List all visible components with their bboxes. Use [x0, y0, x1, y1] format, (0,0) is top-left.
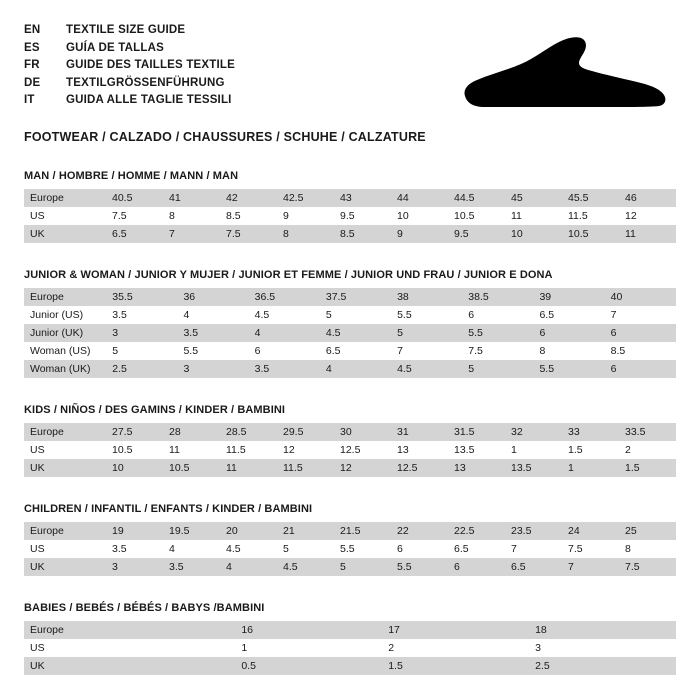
size-table-babies [24, 621, 676, 675]
cell: 2.5 [106, 360, 177, 378]
cell: 8.5 [605, 342, 676, 360]
shoe-illustration [440, 22, 676, 114]
cell: 10.5 [163, 459, 220, 477]
row-label: Woman (UK) [24, 360, 106, 378]
cell: 43 [334, 189, 391, 207]
cell: 8.5 [334, 225, 391, 243]
cell: 6 [448, 558, 505, 576]
row-label: US [24, 639, 235, 657]
cell: 7 [605, 306, 676, 324]
table-row [24, 459, 676, 477]
cell: 36.5 [249, 288, 320, 306]
title-row [24, 57, 235, 75]
cell: 6.5 [533, 306, 604, 324]
cell: 4 [163, 540, 220, 558]
cell: 7 [562, 558, 619, 576]
cell: 5 [106, 342, 177, 360]
cell: 11 [619, 225, 676, 243]
cell: 40.5 [106, 189, 163, 207]
cell: 23.5 [505, 522, 562, 540]
table-row [24, 441, 676, 459]
title-text: GUIDA ALLE TAGLIE TESSILI [66, 94, 232, 106]
cell: 22 [391, 522, 448, 540]
cell: 3 [106, 324, 177, 342]
table-row [24, 207, 676, 225]
cell: 1 [505, 441, 562, 459]
cell: 7.5 [462, 342, 533, 360]
cell: 28 [163, 423, 220, 441]
cell: 8 [619, 540, 676, 558]
cell: 32 [505, 423, 562, 441]
cell: 10.5 [106, 441, 163, 459]
cell: 6 [605, 360, 676, 378]
cell: 33 [562, 423, 619, 441]
cell: 10 [391, 207, 448, 225]
cell: 45.5 [562, 189, 619, 207]
cell: 10.5 [448, 207, 505, 225]
title-row [24, 75, 235, 93]
cell: 10 [106, 459, 163, 477]
cell: 4.5 [249, 306, 320, 324]
row-label: UK [24, 459, 106, 477]
row-label: Europe [24, 423, 106, 441]
cell: 2.5 [529, 657, 676, 675]
cell: 17 [382, 621, 529, 639]
cell: 3 [529, 639, 676, 657]
cell: 31 [391, 423, 448, 441]
dress-shoe-icon [455, 34, 670, 114]
cell: 12 [277, 441, 334, 459]
cell: 13.5 [505, 459, 562, 477]
cell: 4.5 [277, 558, 334, 576]
cell: 6 [391, 540, 448, 558]
cell: 9 [391, 225, 448, 243]
section-title: CHILDREN / INFANTIL / ENFANTS / KINDER / BAMBINI [24, 503, 313, 515]
cell: 7 [163, 225, 220, 243]
cell: 4 [220, 558, 277, 576]
row-label: UK [24, 225, 106, 243]
cell: 7 [505, 540, 562, 558]
cell: 4 [249, 324, 320, 342]
cell: 5 [277, 540, 334, 558]
cell: 9 [277, 207, 334, 225]
cell: 3 [177, 360, 248, 378]
cell: 10.5 [562, 225, 619, 243]
section-title: BABIES / BEBÉS / BÉBÉS / BABYS /BAMBINI [24, 602, 265, 614]
cell: 12 [334, 459, 391, 477]
cell: 6 [605, 324, 676, 342]
table-row [24, 189, 676, 207]
title-text: GUIDE DES TAILLES TEXTILE [66, 59, 235, 71]
cell: 8 [533, 342, 604, 360]
cell: 44 [391, 189, 448, 207]
cell: 5.5 [391, 306, 462, 324]
table-row [24, 360, 676, 378]
cell: 8 [163, 207, 220, 225]
title-text: GUÍA DE TALLAS [66, 41, 164, 54]
cell: 4 [177, 306, 248, 324]
cell: 36 [177, 288, 248, 306]
cell: 4.5 [320, 324, 391, 342]
table-row [24, 288, 676, 306]
table-row [24, 423, 676, 441]
table-row [24, 225, 676, 243]
cell: 5 [334, 558, 391, 576]
cell: 45 [505, 189, 562, 207]
cell: 40 [605, 288, 676, 306]
cell: 11 [163, 441, 220, 459]
section-kids [24, 404, 676, 477]
title-row [24, 92, 235, 110]
cell: 11 [220, 459, 277, 477]
cell: 8 [277, 225, 334, 243]
section-title: JUNIOR & WOMAN / JUNIOR Y MUJER / JUNIOR ET FEMME / JUNIOR UND FRAU / JUNIOR E DONA [24, 269, 553, 281]
section-children [24, 503, 676, 576]
cell: 9.5 [448, 225, 505, 243]
cell: 1.5 [619, 459, 676, 477]
document-header [24, 22, 676, 114]
cell: 42 [220, 189, 277, 207]
section-junior-woman [24, 269, 676, 378]
row-label: Junior (US) [24, 306, 106, 324]
cell: 21.5 [334, 522, 391, 540]
title-language-list [24, 22, 235, 110]
cell: 4.5 [391, 360, 462, 378]
language-code: EN [24, 24, 41, 36]
cell: 7 [391, 342, 462, 360]
row-label: Woman (US) [24, 342, 106, 360]
cell: 4.5 [220, 540, 277, 558]
cell: 6.5 [448, 540, 505, 558]
cell: 5.5 [177, 342, 248, 360]
cell: 3.5 [249, 360, 320, 378]
cell: 5.5 [334, 540, 391, 558]
title-text: TEXTILE SIZE GUIDE [66, 24, 186, 36]
table-row [24, 558, 676, 576]
cell: 42.5 [277, 189, 334, 207]
row-label: US [24, 441, 106, 459]
cell: 3.5 [106, 540, 163, 558]
row-label: Europe [24, 189, 106, 207]
size-table-junior-woman [24, 288, 676, 378]
category-heading: FOOTWEAR / CALZADO / CHAUSSURES / SCHUHE / CALZATURE [24, 130, 426, 144]
cell: 6 [462, 306, 533, 324]
cell: 2 [619, 441, 676, 459]
cell: 31.5 [448, 423, 505, 441]
cell: 7.5 [562, 540, 619, 558]
table-row [24, 324, 676, 342]
section-babies [24, 602, 676, 675]
cell: 13 [391, 441, 448, 459]
language-code: ES [24, 41, 40, 54]
table-row [24, 621, 676, 639]
cell: 13 [448, 459, 505, 477]
cell: 29.5 [277, 423, 334, 441]
row-label: Europe [24, 288, 106, 306]
row-label: Junior (UK) [24, 324, 106, 342]
cell: 3.5 [163, 558, 220, 576]
cell: 38.5 [462, 288, 533, 306]
table-row [24, 657, 676, 675]
cell: 0.5 [235, 657, 382, 675]
cell: 11 [505, 207, 562, 225]
cell: 10 [505, 225, 562, 243]
section-title: MAN / HOMBRE / HOMME / MANN / MAN [24, 170, 239, 182]
cell: 12.5 [334, 441, 391, 459]
cell: 35.5 [106, 288, 177, 306]
row-label: UK [24, 657, 235, 675]
cell: 5.5 [533, 360, 604, 378]
cell: 9.5 [334, 207, 391, 225]
cell: 2 [382, 639, 529, 657]
section-title: KIDS / NIÑOS / DES GAMINS / KINDER / BAMBINI [24, 404, 286, 416]
table-row [24, 306, 676, 324]
cell: 33.5 [619, 423, 676, 441]
cell: 38 [391, 288, 462, 306]
title-row [24, 22, 235, 40]
cell: 1.5 [382, 657, 529, 675]
cell: 6.5 [320, 342, 391, 360]
table-row [24, 540, 676, 558]
cell: 12.5 [391, 459, 448, 477]
cell: 25 [619, 522, 676, 540]
cell: 19.5 [163, 522, 220, 540]
cell: 7.5 [619, 558, 676, 576]
section-man [24, 170, 676, 243]
cell: 46 [619, 189, 676, 207]
row-label: UK [24, 558, 106, 576]
language-code: IT [24, 94, 35, 106]
cell: 7.5 [106, 207, 163, 225]
language-code: DE [24, 76, 41, 89]
cell: 5 [320, 306, 391, 324]
size-table-kids [24, 423, 676, 477]
cell: 1 [562, 459, 619, 477]
cell: 8.5 [220, 207, 277, 225]
cell: 28.5 [220, 423, 277, 441]
cell: 12 [619, 207, 676, 225]
cell: 24 [562, 522, 619, 540]
size-table-man [24, 189, 676, 243]
table-row [24, 522, 676, 540]
title-row [24, 40, 235, 58]
cell: 5 [462, 360, 533, 378]
cell: 3.5 [106, 306, 177, 324]
cell: 5 [391, 324, 462, 342]
cell: 21 [277, 522, 334, 540]
cell: 30 [334, 423, 391, 441]
row-label: US [24, 207, 106, 225]
cell: 11.5 [562, 207, 619, 225]
cell: 6.5 [505, 558, 562, 576]
cell: 19 [106, 522, 163, 540]
cell: 13.5 [448, 441, 505, 459]
cell: 1.5 [562, 441, 619, 459]
cell: 22.5 [448, 522, 505, 540]
cell: 1 [235, 639, 382, 657]
size-table-children [24, 522, 676, 576]
cell: 18 [529, 621, 676, 639]
cell: 20 [220, 522, 277, 540]
table-row [24, 342, 676, 360]
cell: 16 [235, 621, 382, 639]
cell: 41 [163, 189, 220, 207]
title-text: TEXTILGRÖSSENFÜHRUNG [66, 76, 225, 89]
cell: 5.5 [462, 324, 533, 342]
cell: 11.5 [277, 459, 334, 477]
cell: 6 [533, 324, 604, 342]
cell: 3 [106, 558, 163, 576]
language-code: FR [24, 59, 40, 71]
cell: 5.5 [391, 558, 448, 576]
cell: 39 [533, 288, 604, 306]
cell: 3.5 [177, 324, 248, 342]
cell: 27.5 [106, 423, 163, 441]
row-label: Europe [24, 522, 106, 540]
cell: 11.5 [220, 441, 277, 459]
cell: 6 [249, 342, 320, 360]
table-row [24, 639, 676, 657]
cell: 44.5 [448, 189, 505, 207]
cell: 37.5 [320, 288, 391, 306]
cell: 6.5 [106, 225, 163, 243]
row-label: US [24, 540, 106, 558]
cell: 4 [320, 360, 391, 378]
cell: 7.5 [220, 225, 277, 243]
row-label: Europe [24, 621, 235, 639]
